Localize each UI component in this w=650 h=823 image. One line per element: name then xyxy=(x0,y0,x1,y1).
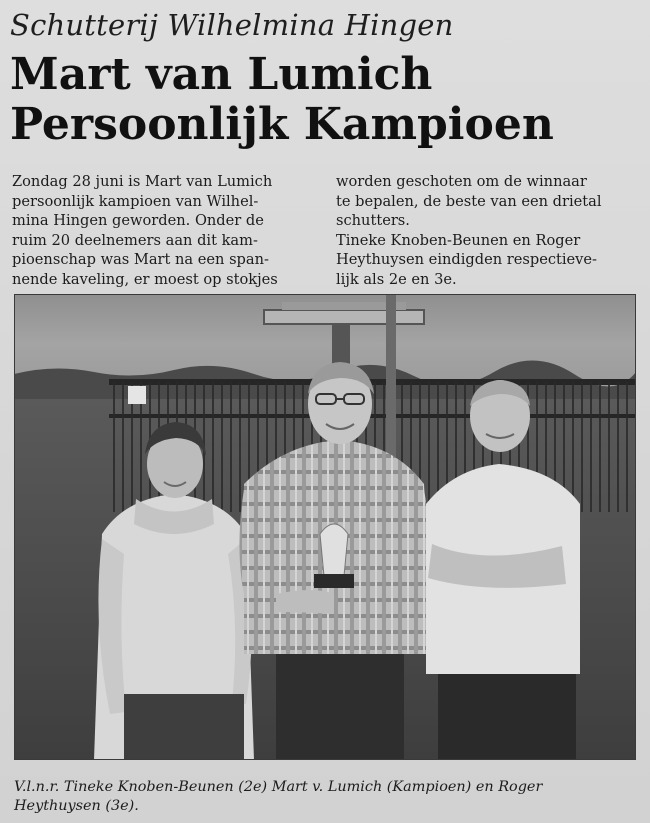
news-photo xyxy=(14,294,636,760)
body-line: worden geschoten om de winnaar xyxy=(336,173,587,190)
body-line: te bepalen, de beste van een drietal xyxy=(336,192,602,210)
body-line: Tineke Knoben-Beunen en Roger xyxy=(336,231,581,249)
pole-crossbar xyxy=(264,310,424,324)
body-line xyxy=(12,172,312,192)
headline-line-2: Persoonlijk Kampioen xyxy=(10,99,554,150)
body-line: nende kaveling, er moest op stokjes xyxy=(12,270,278,288)
photo-caption xyxy=(14,778,640,816)
headline xyxy=(10,50,554,150)
section-kicker: Schutterij Wilhelmina Hingen xyxy=(10,8,454,42)
article-column-right xyxy=(336,172,636,290)
body-line: mina Hingen geworden. Onder de xyxy=(12,212,264,230)
body-line: schutters. xyxy=(336,212,410,230)
caption-line-2: Heythuysen (3e). xyxy=(14,798,139,814)
body-line: lijk als 2e en 3e. xyxy=(336,270,457,288)
photo-three-people xyxy=(14,294,636,760)
body-line: ruim 20 deelnemers aan dit kam- xyxy=(12,231,258,249)
body-text: Zondag 28 juni is Mart van Lumich xyxy=(12,173,273,190)
article-column-left xyxy=(12,172,312,290)
caption-line-1: V.l.n.r. Tineke Knoben-Beunen (2e) Mart v. Lumich (Kampioen) en Roger xyxy=(14,779,543,795)
fence-sign xyxy=(128,386,146,404)
headline-line-1: Mart van Lumich xyxy=(10,49,433,100)
body-line: persoonlijk kampioen van Wilhel- xyxy=(12,192,259,210)
body-line: pioenschap was Mart na een span- xyxy=(12,251,269,269)
body-line: Heythuysen eindigden respectieve- xyxy=(336,251,597,269)
